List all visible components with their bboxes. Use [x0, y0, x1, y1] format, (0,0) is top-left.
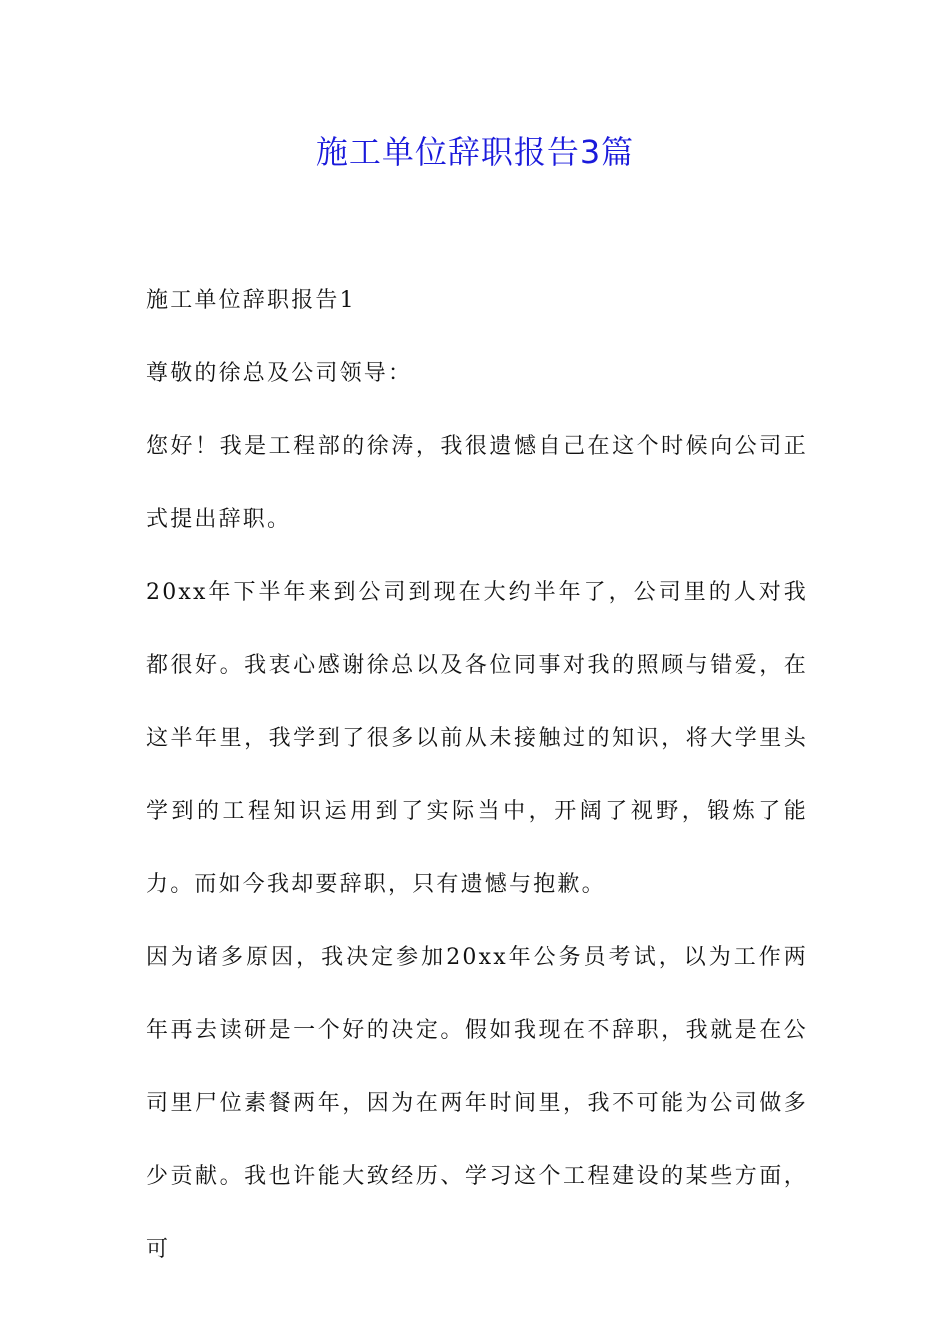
- salutation: 尊敬的徐总及公司领导：: [146, 361, 413, 386]
- document-body: [146, 264, 808, 1286]
- body-paragraph: 因为诸多原因，我决定参加20xx年公务员考试，以为工作两年再去读研是一个好的决定。假如我现在不辞职，我就是在公司里尸位素餐两年，因为在两年时间里，我不可能为公司做多少贡献。我也许能大致经历、学习这个工程建设的某些方面，可: [146, 945, 808, 1262]
- body-paragraph: 您好！我是工程部的徐涛，我很遗憾自己在这个时候向公司正式提出辞职。: [146, 434, 808, 532]
- body-paragraph: 20xx年下半年来到公司到现在大约半年了，公司里的人对我都很好。我衷心感谢徐总以及各位同事对我的照顾与错爱，在这半年里，我学到了很多以前从未接触过的知识，将大学里头学到的工程知识运用到了实际当中，开阔了视野，锻炼了能力。而如今我却要辞职，只有遗憾与抱歉。: [146, 580, 808, 897]
- section-heading: 施工单位辞职报告1: [146, 288, 356, 313]
- document-title: 施工单位辞职报告3篇: [315, 133, 635, 171]
